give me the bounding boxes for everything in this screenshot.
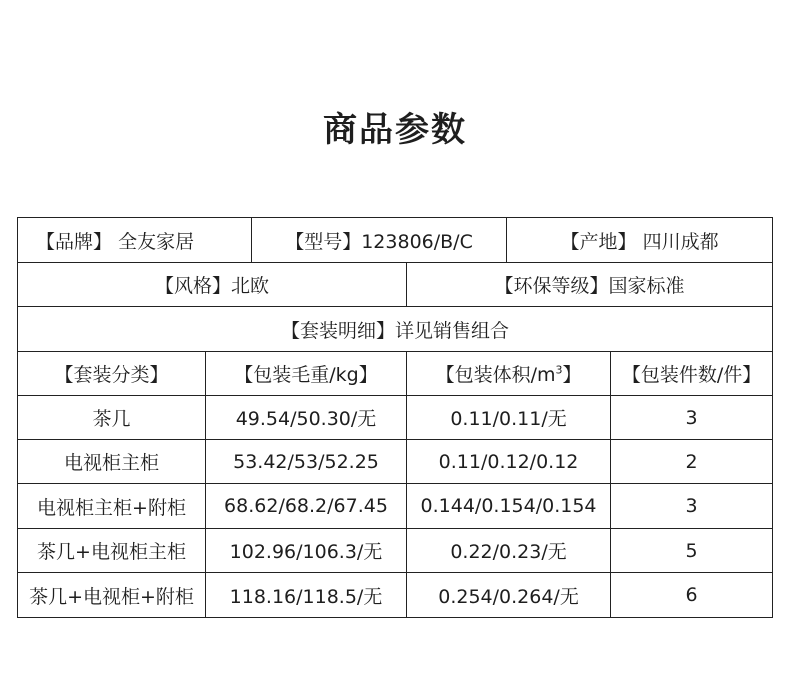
row-volume: 0.22/0.23/无 bbox=[407, 529, 611, 573]
params-row-set-detail bbox=[18, 307, 773, 352]
brand-label: 【品牌】 bbox=[36, 230, 113, 253]
eco-value: 国家标准 bbox=[608, 275, 685, 297]
row-category: 茶几+电视柜主柜 bbox=[18, 529, 206, 573]
row-count: 2 bbox=[611, 440, 773, 484]
page-title: 商品参数 bbox=[323, 110, 467, 150]
params-row-style bbox=[18, 263, 773, 307]
table-row bbox=[18, 440, 773, 484]
origin-value: 四川成都 bbox=[642, 230, 719, 253]
table-row bbox=[18, 529, 773, 573]
row-category: 茶几 bbox=[18, 396, 206, 440]
row-weight: 102.96/106.3/无 bbox=[206, 529, 407, 573]
brand-cell bbox=[18, 218, 252, 263]
row-volume: 0.254/0.264/无 bbox=[407, 573, 611, 618]
row-category: 茶几+电视柜+附柜 bbox=[18, 573, 206, 618]
row-count: 3 bbox=[611, 396, 773, 440]
table-row bbox=[18, 484, 773, 529]
row-weight: 118.16/118.5/无 bbox=[206, 573, 407, 618]
row-weight: 49.54/50.30/无 bbox=[206, 396, 407, 440]
table-header-row bbox=[18, 352, 773, 396]
row-weight: 53.42/53/52.25 bbox=[206, 440, 407, 484]
header-count: 【包装件数/件】 bbox=[611, 352, 773, 396]
table-row bbox=[18, 573, 773, 618]
row-category: 电视柜主柜+附柜 bbox=[18, 484, 206, 529]
origin-cell bbox=[507, 218, 773, 263]
brand-value: 全友家居 bbox=[118, 230, 195, 253]
set-detail-value: 详见销售组合 bbox=[395, 319, 510, 342]
eco-cell bbox=[407, 263, 773, 307]
header-volume-prefix: 【包装体积/m bbox=[435, 364, 556, 386]
header-volume-suffix: 】 bbox=[562, 364, 582, 386]
header-weight: 【包装毛重/kg】 bbox=[206, 352, 407, 396]
row-volume: 0.144/0.154/0.154 bbox=[407, 484, 611, 529]
header-volume bbox=[407, 352, 611, 396]
header-volume-sup: 3 bbox=[555, 363, 563, 377]
row-count: 6 bbox=[611, 573, 773, 618]
params-row-brand bbox=[18, 218, 773, 263]
style-label: 【风格】 bbox=[154, 275, 231, 297]
row-count: 5 bbox=[611, 529, 773, 573]
product-params-table bbox=[17, 217, 773, 618]
model-value: 123806/B/C bbox=[361, 230, 473, 253]
model-cell bbox=[252, 218, 507, 263]
set-detail-label: 【套装明细】 bbox=[281, 319, 396, 342]
table-row bbox=[18, 396, 773, 440]
row-category: 电视柜主柜 bbox=[18, 440, 206, 484]
set-detail-cell bbox=[18, 307, 773, 352]
origin-label: 【产地】 bbox=[560, 230, 637, 253]
style-value: 北欧 bbox=[231, 275, 270, 297]
eco-label: 【环保等级】 bbox=[494, 275, 609, 297]
row-volume: 0.11/0.12/0.12 bbox=[407, 440, 611, 484]
header-category: 【套装分类】 bbox=[18, 352, 206, 396]
row-volume: 0.11/0.11/无 bbox=[407, 396, 611, 440]
row-weight: 68.62/68.2/67.45 bbox=[206, 484, 407, 529]
row-count: 3 bbox=[611, 484, 773, 529]
model-label: 【型号】 bbox=[285, 230, 362, 253]
style-cell bbox=[18, 263, 407, 307]
